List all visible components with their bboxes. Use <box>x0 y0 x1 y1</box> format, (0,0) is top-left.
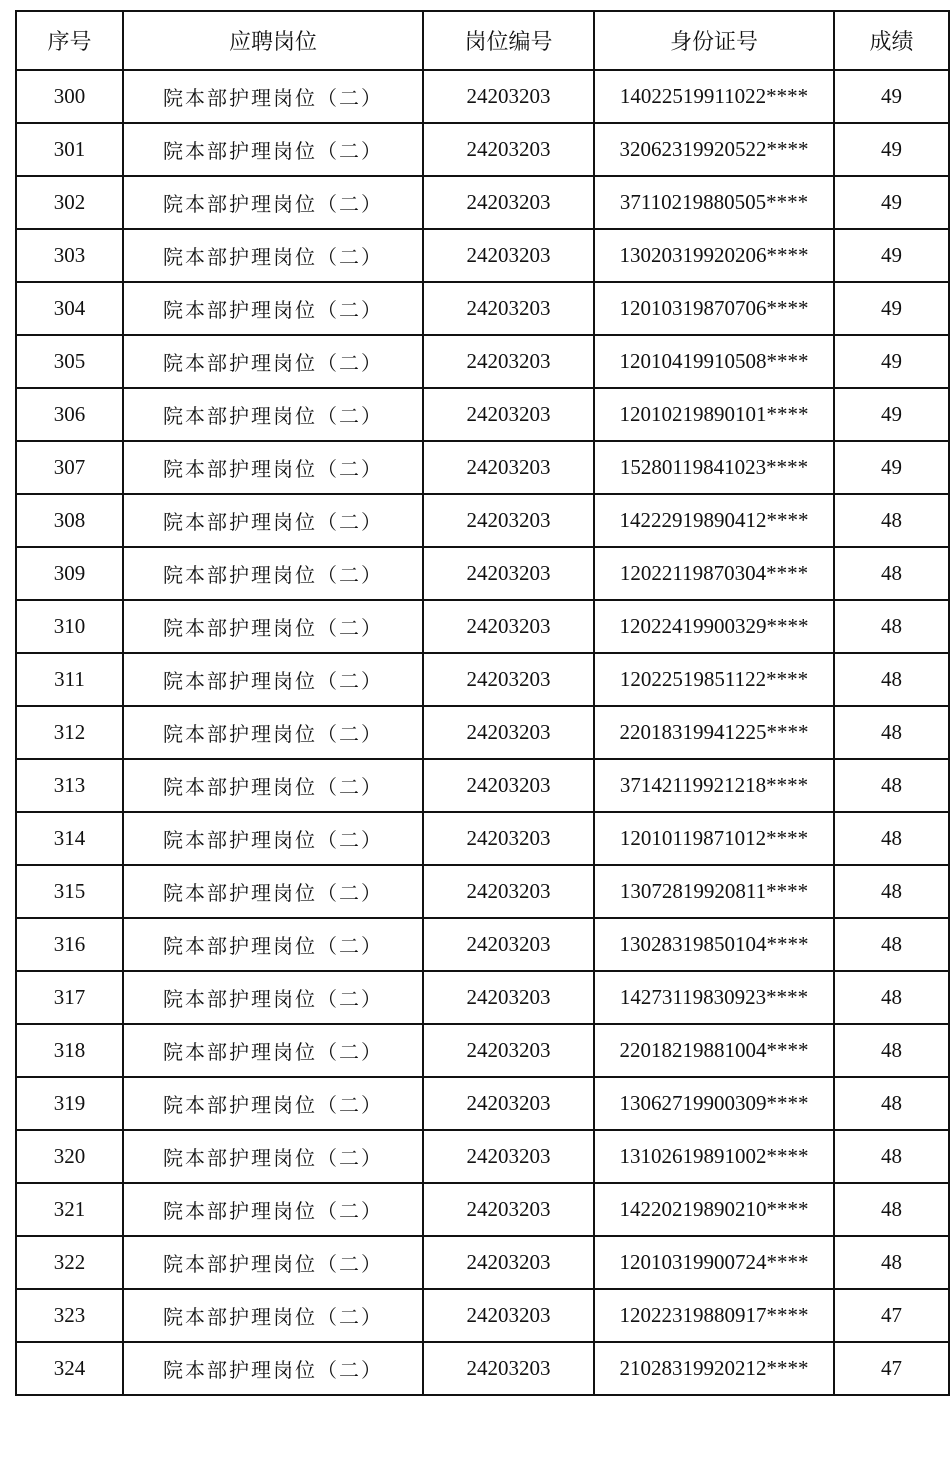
cell-position-code: 24203203 <box>423 971 594 1024</box>
cell-score: 48 <box>834 494 949 547</box>
cell-id-number: 13028319850104**** <box>594 918 834 971</box>
cell-position-code: 24203203 <box>423 123 594 176</box>
cell-id-number: 13062719900309**** <box>594 1077 834 1130</box>
cell-serial-number: 318 <box>16 1024 123 1077</box>
cell-id-number: 14220219890210**** <box>594 1183 834 1236</box>
table-header <box>16 11 949 70</box>
table-row <box>16 547 949 600</box>
cell-serial-number: 305 <box>16 335 123 388</box>
cell-serial-number: 314 <box>16 812 123 865</box>
cell-position: 院本部护理岗位（二） <box>123 918 423 971</box>
cell-serial-number: 317 <box>16 971 123 1024</box>
cell-id-number: 12010319870706**** <box>594 282 834 335</box>
cell-score: 48 <box>834 918 949 971</box>
cell-id-number: 37142119921218**** <box>594 759 834 812</box>
cell-id-number: 15280119841023**** <box>594 441 834 494</box>
table-row <box>16 335 949 388</box>
cell-score: 49 <box>834 441 949 494</box>
cell-position-code: 24203203 <box>423 1024 594 1077</box>
table-row <box>16 229 949 282</box>
cell-serial-number: 316 <box>16 918 123 971</box>
cell-score: 48 <box>834 812 949 865</box>
cell-score: 49 <box>834 70 949 123</box>
cell-serial-number: 319 <box>16 1077 123 1130</box>
cell-position: 院本部护理岗位（二） <box>123 335 423 388</box>
cell-position: 院本部护理岗位（二） <box>123 1289 423 1342</box>
cell-position: 院本部护理岗位（二） <box>123 547 423 600</box>
cell-position-code: 24203203 <box>423 918 594 971</box>
table-row <box>16 971 949 1024</box>
cell-position: 院本部护理岗位（二） <box>123 176 423 229</box>
cell-position: 院本部护理岗位（二） <box>123 759 423 812</box>
cell-id-number: 12022319880917**** <box>594 1289 834 1342</box>
table-row <box>16 123 949 176</box>
header-serial-number: 序号 <box>16 11 123 70</box>
cell-serial-number: 320 <box>16 1130 123 1183</box>
cell-score: 49 <box>834 282 949 335</box>
table-row <box>16 176 949 229</box>
cell-score: 48 <box>834 653 949 706</box>
cell-position: 院本部护理岗位（二） <box>123 1236 423 1289</box>
cell-position: 院本部护理岗位（二） <box>123 70 423 123</box>
table-row <box>16 1236 949 1289</box>
table-row <box>16 282 949 335</box>
cell-id-number: 14273119830923**** <box>594 971 834 1024</box>
cell-serial-number: 306 <box>16 388 123 441</box>
cell-serial-number: 322 <box>16 1236 123 1289</box>
table-row <box>16 1077 949 1130</box>
header-position-code: 岗位编号 <box>423 11 594 70</box>
table-row <box>16 1289 949 1342</box>
cell-position: 院本部护理岗位（二） <box>123 653 423 706</box>
table-row <box>16 441 949 494</box>
cell-position: 院本部护理岗位（二） <box>123 1342 423 1395</box>
cell-serial-number: 315 <box>16 865 123 918</box>
cell-serial-number: 321 <box>16 1183 123 1236</box>
table-row <box>16 388 949 441</box>
cell-position-code: 24203203 <box>423 335 594 388</box>
cell-position-code: 24203203 <box>423 812 594 865</box>
cell-score: 48 <box>834 547 949 600</box>
cell-serial-number: 301 <box>16 123 123 176</box>
cell-position-code: 24203203 <box>423 1077 594 1130</box>
cell-id-number: 32062319920522**** <box>594 123 834 176</box>
cell-id-number: 12010119871012**** <box>594 812 834 865</box>
cell-serial-number: 304 <box>16 282 123 335</box>
cell-score: 49 <box>834 176 949 229</box>
cell-id-number: 37110219880505**** <box>594 176 834 229</box>
table-row <box>16 865 949 918</box>
cell-serial-number: 310 <box>16 600 123 653</box>
cell-position-code: 24203203 <box>423 229 594 282</box>
table-body <box>16 70 949 1395</box>
cell-score: 48 <box>834 1024 949 1077</box>
cell-position: 院本部护理岗位（二） <box>123 971 423 1024</box>
cell-serial-number: 313 <box>16 759 123 812</box>
cell-score: 48 <box>834 1236 949 1289</box>
cell-score: 48 <box>834 1183 949 1236</box>
cell-score: 49 <box>834 123 949 176</box>
cell-position: 院本部护理岗位（二） <box>123 706 423 759</box>
cell-serial-number: 312 <box>16 706 123 759</box>
cell-position: 院本部护理岗位（二） <box>123 1183 423 1236</box>
table-row <box>16 812 949 865</box>
cell-serial-number: 300 <box>16 70 123 123</box>
cell-position: 院本部护理岗位（二） <box>123 812 423 865</box>
cell-id-number: 22018319941225**** <box>594 706 834 759</box>
cell-score: 47 <box>834 1289 949 1342</box>
table-row <box>16 918 949 971</box>
cell-position: 院本部护理岗位（二） <box>123 282 423 335</box>
table-row <box>16 706 949 759</box>
cell-position: 院本部护理岗位（二） <box>123 123 423 176</box>
cell-position-code: 24203203 <box>423 600 594 653</box>
cell-position-code: 24203203 <box>423 865 594 918</box>
cell-score: 48 <box>834 600 949 653</box>
cell-id-number: 14222919890412**** <box>594 494 834 547</box>
cell-position: 院本部护理岗位（二） <box>123 1077 423 1130</box>
table-row <box>16 1024 949 1077</box>
cell-serial-number: 323 <box>16 1289 123 1342</box>
cell-id-number: 21028319920212**** <box>594 1342 834 1395</box>
cell-score: 49 <box>834 335 949 388</box>
table-row <box>16 759 949 812</box>
cell-position: 院本部护理岗位（二） <box>123 1130 423 1183</box>
cell-position-code: 24203203 <box>423 706 594 759</box>
header-position: 应聘岗位 <box>123 11 423 70</box>
cell-score: 49 <box>834 229 949 282</box>
cell-serial-number: 307 <box>16 441 123 494</box>
cell-position-code: 24203203 <box>423 1236 594 1289</box>
cell-id-number: 14022519911022**** <box>594 70 834 123</box>
cell-id-number: 22018219881004**** <box>594 1024 834 1077</box>
cell-position-code: 24203203 <box>423 1289 594 1342</box>
cell-score: 48 <box>834 865 949 918</box>
cell-position-code: 24203203 <box>423 1183 594 1236</box>
header-row <box>16 11 949 70</box>
cell-score: 48 <box>834 1077 949 1130</box>
cell-position-code: 24203203 <box>423 388 594 441</box>
cell-position: 院本部护理岗位（二） <box>123 229 423 282</box>
table-row <box>16 1183 949 1236</box>
cell-score: 48 <box>834 971 949 1024</box>
cell-id-number: 12022419900329**** <box>594 600 834 653</box>
cell-position-code: 24203203 <box>423 653 594 706</box>
table-row <box>16 70 949 123</box>
cell-id-number: 12022519851122**** <box>594 653 834 706</box>
cell-score: 48 <box>834 759 949 812</box>
cell-position-code: 24203203 <box>423 1342 594 1395</box>
table-row <box>16 494 949 547</box>
cell-position-code: 24203203 <box>423 176 594 229</box>
cell-score: 49 <box>834 388 949 441</box>
cell-id-number: 13020319920206**** <box>594 229 834 282</box>
cell-position-code: 24203203 <box>423 759 594 812</box>
results-table <box>15 10 950 1396</box>
cell-position: 院本部护理岗位（二） <box>123 865 423 918</box>
cell-position-code: 24203203 <box>423 1130 594 1183</box>
cell-id-number: 12022119870304**** <box>594 547 834 600</box>
cell-id-number: 12010319900724**** <box>594 1236 834 1289</box>
cell-serial-number: 302 <box>16 176 123 229</box>
cell-position-code: 24203203 <box>423 70 594 123</box>
cell-id-number: 12010219890101**** <box>594 388 834 441</box>
cell-score: 48 <box>834 1130 949 1183</box>
cell-id-number: 12010419910508**** <box>594 335 834 388</box>
table-row <box>16 600 949 653</box>
cell-serial-number: 324 <box>16 1342 123 1395</box>
cell-serial-number: 308 <box>16 494 123 547</box>
cell-position: 院本部护理岗位（二） <box>123 388 423 441</box>
table-row <box>16 653 949 706</box>
cell-position-code: 24203203 <box>423 494 594 547</box>
cell-position-code: 24203203 <box>423 547 594 600</box>
header-id-number: 身份证号 <box>594 11 834 70</box>
cell-id-number: 13102619891002**** <box>594 1130 834 1183</box>
cell-serial-number: 311 <box>16 653 123 706</box>
cell-position-code: 24203203 <box>423 441 594 494</box>
cell-id-number: 13072819920811**** <box>594 865 834 918</box>
cell-position: 院本部护理岗位（二） <box>123 1024 423 1077</box>
table-row <box>16 1342 949 1395</box>
cell-position: 院本部护理岗位（二） <box>123 494 423 547</box>
cell-score: 48 <box>834 706 949 759</box>
cell-position: 院本部护理岗位（二） <box>123 441 423 494</box>
header-score: 成绩 <box>834 11 949 70</box>
cell-serial-number: 309 <box>16 547 123 600</box>
cell-score: 47 <box>834 1342 949 1395</box>
table-row <box>16 1130 949 1183</box>
cell-position: 院本部护理岗位（二） <box>123 600 423 653</box>
cell-position-code: 24203203 <box>423 282 594 335</box>
cell-serial-number: 303 <box>16 229 123 282</box>
results-table-container <box>15 10 950 1396</box>
